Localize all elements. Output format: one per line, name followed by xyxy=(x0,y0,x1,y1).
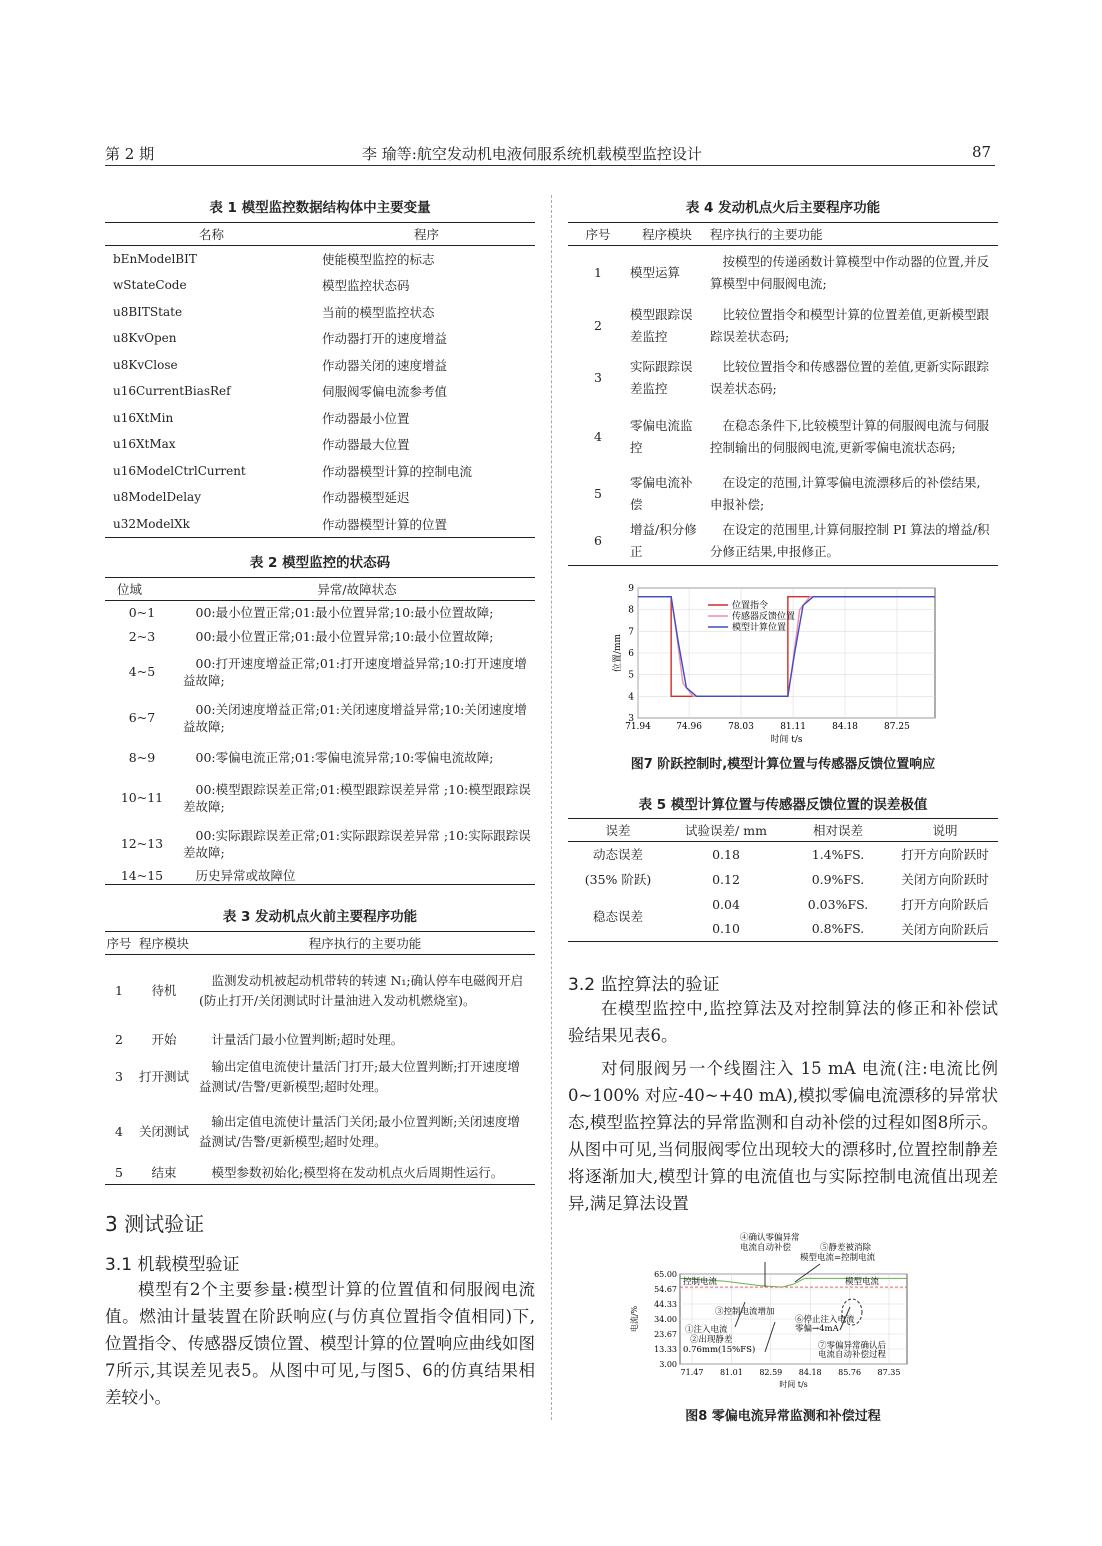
table3-function: 输出定值电流使计量活门打开;最大位置判断;打开速度增益测试/告警/更新模型;超时处理。 xyxy=(199,1058,520,1094)
table-row xyxy=(105,325,535,352)
x-axis-label: 时间 t/s xyxy=(770,735,803,745)
section-3-1-heading: 3.1 机载模型验证 xyxy=(105,1255,240,1275)
table5-cell: 0.9%FS. xyxy=(811,871,865,887)
x-tick-label: 87.25 xyxy=(884,722,910,732)
table5 xyxy=(568,818,998,942)
table4-header-function: 程序执行的主要功能 xyxy=(706,223,998,246)
y-tick-label: 7 xyxy=(628,627,634,638)
column-divider xyxy=(551,195,552,1420)
table2-bits: 10~11 xyxy=(120,790,164,805)
table3-module: 打开测试 xyxy=(138,1068,189,1084)
table3-no: 5 xyxy=(115,1165,123,1181)
table2-status: 00:模型跟踪误差正常;01:模型跟踪误差异常 ;10:模型跟踪误差故障; xyxy=(183,781,531,814)
table-row xyxy=(568,470,998,518)
annotation: 控制电流 xyxy=(683,1277,718,1287)
table4-no: 3 xyxy=(594,369,602,385)
table5-header-error: 误差 xyxy=(568,819,668,842)
table-row xyxy=(568,518,998,566)
figure8-caption: 图8 零偏电流异常监测和补偿过程 xyxy=(685,1409,881,1424)
y-tick-label: 3.00 xyxy=(659,1360,677,1369)
table2-bits: 6~7 xyxy=(128,710,156,725)
table4-no: 5 xyxy=(594,485,602,501)
table4-function: 按模型的传递函数计算模型中作动器的位置,并反算模型中伺服阀电流; xyxy=(710,253,989,291)
table1-description: 当前的模型监控状态 xyxy=(322,304,435,320)
table3-module: 待机 xyxy=(151,982,177,998)
table-row xyxy=(568,246,998,300)
table4-function: 在设定的范围,计算零偏电流漂移后的补偿结果,申报补偿; xyxy=(710,474,981,512)
table4-caption: 表 4 发动机点火后主要程序功能 xyxy=(685,200,881,216)
y-tick-label: 9 xyxy=(628,584,634,594)
annotation: ④确认零偏异常 xyxy=(740,1233,800,1243)
y-tick-label: 5 xyxy=(628,670,634,681)
table2-header-bits: 位域 xyxy=(105,578,179,601)
table3 xyxy=(105,931,535,1185)
table2-status: 00:零偏电流正常;01:零偏电流异常;10:零偏电流故障; xyxy=(195,750,494,765)
table4-function: 在设定的范围里,计算伺服控制 PI 算法的增益/积分修正结果,申报修正。 xyxy=(710,522,990,560)
table5-cell: 0.03%FS. xyxy=(807,896,869,912)
table1-variable: u16XtMin xyxy=(113,410,174,425)
section-3-2-heading: 3.2 监控算法的验证 xyxy=(568,975,720,995)
table-row xyxy=(105,867,535,885)
table5-cell: 0.12 xyxy=(712,871,740,887)
table5-group-dynamic-sub: (35% 阶跃) xyxy=(584,872,652,887)
table4-no: 4 xyxy=(594,428,602,444)
y-tick-label: 4 xyxy=(628,692,634,703)
header-rule xyxy=(105,165,995,166)
table1-header-name: 名称 xyxy=(105,223,318,246)
annotation: 模型电流=控制电流 xyxy=(800,1253,876,1263)
table1 xyxy=(105,222,535,538)
table-row xyxy=(105,649,535,695)
table2-status: 00:最小位置正常;01:最小位置异常;10:最小位置故障; xyxy=(195,629,494,644)
table1-description: 使能模型监控的标志 xyxy=(322,252,435,267)
table-row xyxy=(105,821,535,867)
x-tick-label: 81.11 xyxy=(780,722,806,732)
table1-header-program: 程序 xyxy=(318,223,535,246)
y-tick-label: 6 xyxy=(628,649,634,659)
table2-header-status: 异常/故障状态 xyxy=(179,578,535,601)
table1-description: 作动器最大位置 xyxy=(322,437,410,453)
table1-variable: u32ModelXk xyxy=(113,516,190,531)
table2-bits: 12~13 xyxy=(120,836,164,851)
table-row xyxy=(105,246,535,273)
table2-bits: 4~5 xyxy=(128,664,156,679)
table1-description: 伺服阀零偏电流参考值 xyxy=(322,384,448,400)
table1-description: 作动器模型延迟 xyxy=(322,490,410,506)
table3-module: 开始 xyxy=(151,1031,177,1047)
table5-cell: 0.04 xyxy=(712,896,740,912)
y-tick-label: 54.67 xyxy=(654,1285,677,1294)
table4-module: 模型运算 xyxy=(630,264,681,280)
figure7-caption: 图7 阶跃控制时,模型计算位置与传感器反馈位置响应 xyxy=(630,757,936,772)
table1-description: 作动器模型计算的位置 xyxy=(322,516,448,532)
annotation: ①注入电流 xyxy=(685,1325,728,1335)
table1-description: 作动器关闭的速度增益 xyxy=(322,357,448,373)
table4-module: 实际跟踪误差监控 xyxy=(630,358,693,396)
table-row xyxy=(105,625,535,649)
table1-description: 作动器最小位置 xyxy=(322,410,410,426)
table2-status: 00:实际跟踪误差正常;01:实际跟踪误差异常 ;10:实际跟踪误差故障; xyxy=(183,827,531,860)
table2-caption: 表 2 模型监控的状态码 xyxy=(249,555,391,571)
annotation: 零偏→4mA xyxy=(795,1324,839,1334)
table1-variable: wStateCode xyxy=(113,278,187,293)
table4-no: 6 xyxy=(594,533,602,549)
table3-no: 4 xyxy=(115,1123,123,1139)
table-row xyxy=(105,272,535,299)
table5-header-test-error: 试验误差/ mm xyxy=(668,819,784,842)
table-row xyxy=(105,431,535,458)
table-row xyxy=(568,300,998,352)
table1-variable: u16XtMax xyxy=(113,437,176,452)
annotation-arrow xyxy=(795,1264,820,1282)
table3-header-module: 程序模块 xyxy=(133,932,195,955)
annotation: 0.76mm(15%FS) xyxy=(683,1345,756,1355)
y-tick-label: 8 xyxy=(628,605,634,616)
table5-group-dynamic: 动态误差 xyxy=(592,847,643,863)
table2-bits: 8~9 xyxy=(128,750,156,765)
table2-status: 00:打开速度增益正常;01:打开速度增益异常;10:打开速度增益故障; xyxy=(183,655,527,688)
table5-header-note: 说明 xyxy=(892,819,998,842)
table3-no: 2 xyxy=(115,1031,123,1047)
table1-variable: u16CurrentBiasRef xyxy=(113,384,231,399)
x-axis-label: 时间 t/s xyxy=(779,1380,808,1389)
y-tick-label: 3 xyxy=(628,714,634,724)
y-tick-label: 13.33 xyxy=(654,1345,677,1354)
table3-module: 结束 xyxy=(151,1165,177,1181)
annotation: 电流自动补偿过程 xyxy=(818,1350,887,1360)
table1-variable: u16ModelCtrlCurrent xyxy=(113,463,246,478)
table4-function: 比较位置指令和模型计算的位置差值,更新模型跟踪误差状态码; xyxy=(710,306,989,344)
table1-variable: u8ModelDelay xyxy=(113,490,201,505)
table2-bits: 0~1 xyxy=(128,605,156,621)
table5-cell: 关闭方向阶跃后 xyxy=(901,921,989,937)
table-row xyxy=(105,1163,535,1185)
table2-status: 历史异常或故障位 xyxy=(195,867,296,883)
table3-no: 1 xyxy=(115,982,123,998)
table-row xyxy=(105,741,535,775)
table4-no: 1 xyxy=(594,264,602,280)
table-row xyxy=(105,775,535,821)
table3-header-function: 程序执行的主要功能 xyxy=(195,932,535,955)
table-row xyxy=(105,1101,535,1163)
table5-cell: 0.8%FS. xyxy=(811,921,865,937)
y-tick-label: 65.00 xyxy=(654,1270,677,1279)
legend-label: 模型计算位置 xyxy=(732,623,787,633)
table2-status: 00:最小位置正常;01:最小位置异常;10:最小位置故障; xyxy=(195,605,494,621)
table5-cell: 1.4%FS. xyxy=(811,846,865,862)
table4-module: 模型跟踪误差监控 xyxy=(630,306,693,344)
x-tick-label: 85.76 xyxy=(838,1368,862,1377)
table2 xyxy=(105,577,535,885)
table5-cell: 0.10 xyxy=(712,921,740,937)
table4-header-module: 程序模块 xyxy=(628,223,706,246)
annotation: 模型电流 xyxy=(845,1277,880,1287)
legend-label: 传感器反馈位置 xyxy=(732,612,796,622)
section-3-2-paragraph-1: 在模型监控中,监控算法及对控制算法的修正和补偿试验结果见表6。 xyxy=(568,999,998,1045)
table5-header-relative: 相对误差 xyxy=(784,819,892,842)
table5-cell: 打开方向阶跃后 xyxy=(901,897,989,912)
annotation: ⑥停止注入电流 xyxy=(795,1315,855,1325)
journal-issue: 第 2 期 xyxy=(105,145,155,163)
table1-variable: bEnModelBIT xyxy=(113,252,197,266)
x-tick-label: 87.35 xyxy=(877,1368,901,1377)
table4-module: 零偏电流补偿 xyxy=(630,474,693,512)
y-tick-label: 23.67 xyxy=(654,1330,677,1339)
table-row xyxy=(105,695,535,741)
x-tick-label: 84.18 xyxy=(832,722,858,732)
table4-module: 零偏电流监控 xyxy=(630,417,693,455)
legend-label: 位置指令 xyxy=(732,601,769,611)
x-tick-label: 71.47 xyxy=(680,1368,704,1377)
table1-description: 模型监控状态码 xyxy=(322,278,410,294)
table5-cell: 关闭方向阶跃时 xyxy=(901,872,989,887)
table-row xyxy=(105,1053,535,1101)
table-row xyxy=(568,404,998,470)
figure7-chart xyxy=(590,578,1000,748)
table5-cell: 0.18 xyxy=(712,846,740,862)
y-axis-label: 电流/% xyxy=(630,1305,639,1333)
table4-function: 在稳态条件下,比较模型计算的伺服阀电流与伺服控制输出的伺服阀电流,更新零偏电流状态码; xyxy=(710,417,989,455)
x-tick-label: 71.94 xyxy=(625,722,651,732)
table3-header-no: 序号 xyxy=(105,932,133,955)
table-row xyxy=(105,405,535,432)
table5-group-steady: 稳态误差 xyxy=(592,909,643,925)
annotation: ⑤静差被消除 xyxy=(820,1243,872,1253)
table4-function: 比较位置指令和传感器位置的差值,更新实际跟踪误差状态码; xyxy=(710,358,989,396)
table5-cell: 打开方向阶跃时 xyxy=(901,847,989,863)
x-tick-label: 84.18 xyxy=(798,1368,822,1377)
y-tick-label: 44.33 xyxy=(654,1300,677,1309)
table1-variable: u8KvClose xyxy=(113,357,178,372)
annotation: ②出现静差 xyxy=(690,1335,733,1345)
table-row xyxy=(105,484,535,511)
table-row xyxy=(105,352,535,379)
page-number: 87 xyxy=(972,143,992,161)
table-row xyxy=(105,955,535,1027)
section-3-heading: 3 测试验证 xyxy=(105,1212,205,1236)
table3-function: 模型参数初始化;模型将在发动机点火后周期性运行。 xyxy=(211,1165,504,1181)
table4-module: 增益/积分修正 xyxy=(630,522,697,560)
x-tick-label: 81.01 xyxy=(719,1368,743,1377)
annotation: ⑦零偏异常确认后 xyxy=(818,1341,887,1351)
annotation: 电流自动补偿 xyxy=(740,1243,792,1253)
x-tick-label: 74.96 xyxy=(676,722,702,732)
table-row xyxy=(105,299,535,326)
annotation-arrow xyxy=(765,1322,775,1352)
figure8-chart xyxy=(615,1232,915,1402)
table-row xyxy=(105,601,535,625)
table1-variable: u8BITState xyxy=(113,304,183,319)
table-row xyxy=(568,352,998,404)
table4-header-no: 序号 xyxy=(568,223,628,246)
table4-no: 2 xyxy=(594,317,602,333)
table1-caption: 表 1 模型监控数据结构体中主要变量 xyxy=(209,200,431,216)
y-tick-label: 34.00 xyxy=(654,1315,677,1324)
table4 xyxy=(568,222,998,566)
running-title: 李 瑜等:航空发动机电液伺服系统机载模型监控设计 xyxy=(362,145,702,163)
table1-description: 作动器打开的速度增益 xyxy=(322,331,448,347)
table-row xyxy=(105,1027,535,1053)
table3-caption: 表 3 发动机点火前主要程序功能 xyxy=(222,909,418,925)
table1-description: 作动器模型计算的控制电流 xyxy=(322,463,473,479)
table3-function: 监测发动机被起动机带转的转速 N₁;确认停车电磁阀开启(防止打开/关闭测试时计量油进入发动机燃烧室)。 xyxy=(199,972,524,1008)
table5-caption: 表 5 模型计算位置与传感器反馈位置的误差极值 xyxy=(638,797,928,813)
table2-bits: 2~3 xyxy=(128,629,156,644)
table2-status: 00:关闭速度增益正常;01:关闭速度增益异常;10:关闭速度增益故障; xyxy=(183,701,527,734)
table3-no: 3 xyxy=(115,1068,123,1084)
section-3-2-paragraph-2: 对伺服阀另一个线圈注入 15 mA 电流(注:电流比例 0~100% 对应-40~+40 mA),模拟零偏电流漂移的异常状态,模型监控算法的异常监测和自动补偿的过程如图8所示。从图中可见,当伺服阀零位出现较大的漂移时,位置控制静差将逐渐加大,模型计算的电流值也与实际控制电流值出现差异,满足算法设置 xyxy=(568,1059,998,1213)
x-tick-label: 82.59 xyxy=(759,1368,783,1377)
table2-bits: 14~15 xyxy=(120,867,164,883)
annotation: ③控制电流增加 xyxy=(715,1307,775,1317)
table1-variable: u8KvOpen xyxy=(113,331,177,346)
table3-function: 计量活门最小位置判断;超时处理。 xyxy=(211,1031,404,1047)
table3-module: 关闭测试 xyxy=(138,1123,189,1139)
table-row xyxy=(105,458,535,485)
table-row xyxy=(105,511,535,538)
y-axis-label: 位置/mm xyxy=(613,633,623,673)
table3-function: 输出定值电流使计量活门关闭;最小位置判断;关闭速度增益测试/告警/更新模型;超时处理。 xyxy=(199,1113,520,1149)
section-3-1-paragraph: 模型有2个主要参量:模型计算的位置值和伺服阀电流值。燃油计量装置在阶跃响应(与仿真位置指令值相同)下,位置指令、传感器反馈位置、模型计算的位置响应曲线如图7所示,其误差见表5。从图中可见,与图5、6的仿真结果相差较小。 xyxy=(105,1280,535,1407)
table-row xyxy=(105,378,535,405)
x-tick-label: 78.03 xyxy=(728,722,754,732)
